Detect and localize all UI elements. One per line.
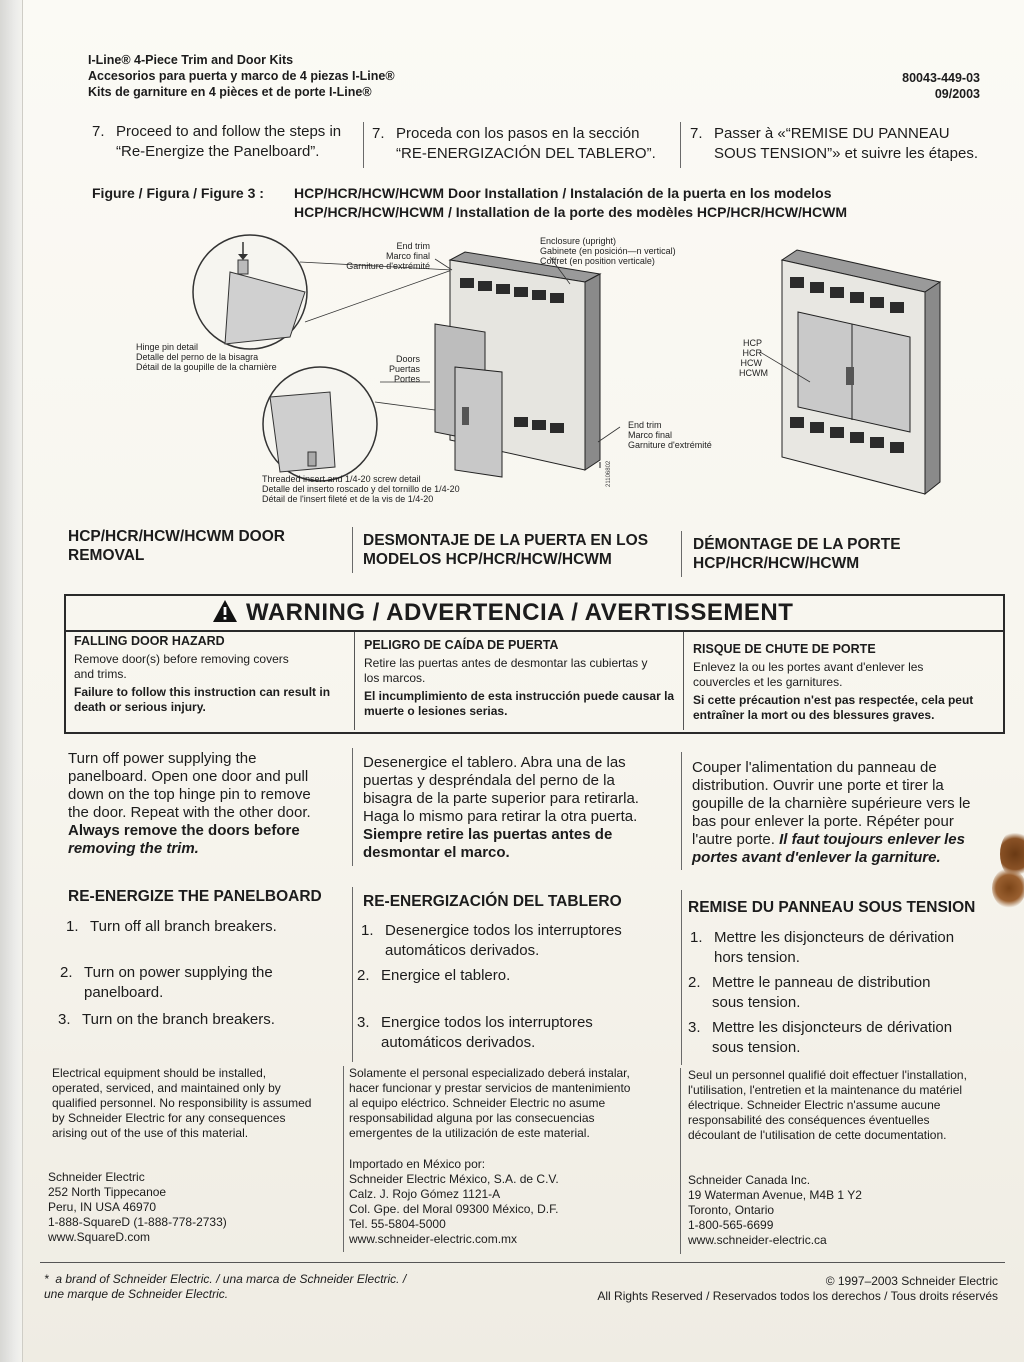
warning-title-bar	[66, 596, 1003, 632]
step-text: Energice el tablero.	[381, 967, 511, 984]
label-end-trim-bottom-es: Marco final	[628, 430, 673, 440]
address-line: 252 North Tippecanoe	[48, 1185, 167, 1199]
removal-es-line1: DESMONTAJE DE LA PUERTA EN LOS	[363, 532, 649, 549]
label-enclosure-en: Enclosure (upright)	[540, 236, 617, 246]
removal-en-line1: HCP/HCR/HCW/HCWM DOOR	[68, 528, 285, 545]
procedure-fr-bold2: portes avant d'enlever la garniture.	[692, 849, 941, 866]
procedure-en-line2: panelboard. Open one door and pull	[68, 768, 309, 785]
column-divider	[680, 1068, 681, 1254]
step-text: sous tension.	[712, 1039, 801, 1056]
brand-line2: une marque de Schneider Electric.	[44, 1287, 229, 1301]
step-text: automáticos derivados.	[385, 942, 540, 959]
label-model-hcwm: HCWM	[739, 368, 768, 378]
step-number: 7.	[690, 125, 703, 142]
header-doc-info	[902, 70, 980, 102]
reenergize-en-step1	[66, 917, 346, 937]
procedure-en-line1: Turn off power supplying the	[68, 750, 257, 767]
address-line: 19 Waterman Avenue, M4B 1 Y2	[688, 1188, 862, 1202]
warning-es-text1: Retire las puertas antes de desmontar las cubiertas y	[364, 656, 648, 670]
step-text: Desenergice todos los interruptores	[385, 922, 622, 939]
removal-es-line2: MODELOS HCP/HCR/HCW/HCWM	[363, 551, 612, 568]
step-number: 2.	[60, 964, 73, 981]
disclaimer-line: responsabilidad alguna por las consecuencias	[349, 1111, 595, 1125]
procedure-en	[68, 750, 348, 858]
step-number: 3.	[357, 1014, 370, 1031]
title-fr: Kits de garniture en 4 pièces et de porte I-Line®	[88, 85, 372, 99]
step-number: 3.	[688, 1019, 701, 1036]
column-divider	[681, 531, 682, 577]
copyright	[597, 1274, 998, 1304]
figure-code: 21106802	[606, 460, 612, 487]
figure-caption-line1: HCP/HCR/HCW/HCWM Door Installation / Instalación de la puerta en los modelos	[294, 185, 832, 201]
step-number: 1.	[66, 918, 79, 935]
procedure-es-line2: puertas y despréndala del perno de la	[363, 772, 615, 789]
warning-title	[212, 599, 793, 627]
warning-en-bold1: Failure to follow this instruction can result in	[74, 685, 331, 699]
reenergize-es-step3	[357, 1013, 667, 1053]
disclaimer-line: by Schneider Electric for any consequences	[52, 1111, 286, 1125]
title-en: I-Line® 4-Piece Trim and Door Kits	[88, 53, 294, 67]
step-text: Mettre le panneau de distribution	[712, 974, 931, 991]
reenergize-fr-step3	[688, 1018, 993, 1058]
column-divider	[354, 632, 355, 730]
warning-es-bold1: El incumplimiento de esta instrucción puede causar la	[364, 689, 675, 703]
disclaimer-line: arising out of the use of this material.	[52, 1126, 249, 1140]
disclaimer-line: al equipo eléctrico. Schneider Electric no asume	[349, 1096, 606, 1110]
procedure-es-bold2: desmontar el marco.	[363, 844, 510, 861]
address-line: Toronto, Ontario	[688, 1203, 775, 1217]
figure-caption-prefix: Figure / Figura / Figure 3 :	[92, 185, 264, 201]
step7-en	[92, 122, 362, 162]
brand-note	[44, 1272, 406, 1302]
step-text: Mettre les disjoncteurs de dérivation	[712, 1019, 953, 1036]
reenergize-es-step2	[357, 966, 667, 986]
address-en	[48, 1170, 338, 1245]
header-titles	[88, 52, 395, 100]
figure-caption	[294, 184, 847, 222]
reenergize-es-step1	[361, 921, 671, 961]
disclaimer-line: l'utilisation, l'entretien et la maintenance du matériel	[688, 1083, 963, 1097]
reenergize-title-en: RE-ENERGIZE THE PANELBOARD	[68, 888, 322, 905]
procedure-en-line4: the door. Repeat with the other door.	[68, 804, 311, 821]
label-end-trim-top-fr: Garniture d'extrémité	[346, 261, 430, 271]
procedure-es-line4: Haga lo mismo para retirar la otra puerta.	[363, 808, 638, 825]
enclosure-illustration	[435, 252, 600, 477]
threaded-insert-detail-illustration	[263, 367, 450, 481]
procedure-es	[363, 754, 673, 862]
disclaimer-line: operated, serviced, and maintained only by	[52, 1081, 281, 1095]
address-line: Tel. 55-5804-5000	[349, 1217, 446, 1231]
figure-door-installation	[130, 232, 1010, 512]
hazard-label-en: FALLING DOOR HAZARD	[74, 634, 225, 648]
warning-fr-text1: Enlevez la ou les portes avant d'enlever les	[693, 660, 924, 674]
step7-fr	[690, 124, 990, 164]
step-text: hors tension.	[714, 949, 800, 966]
reenergize-en-step3	[58, 1010, 343, 1030]
step-text: automáticos derivados.	[381, 1034, 536, 1051]
removal-en-line2: REMOVAL	[68, 547, 145, 564]
disclaimer-line: responsabilité des conséquences éventuelles	[688, 1113, 930, 1127]
procedure-es-line3: bisagra de la parte superior para retirarla.	[363, 790, 639, 807]
reenergize-fr-step1	[690, 928, 995, 968]
step-number: 7.	[372, 125, 385, 142]
step-text: Turn on power supplying the	[84, 964, 273, 981]
title-es: Accesorios para puerta y marco de 4 piezas I-Line®	[88, 69, 395, 83]
label-end-trim-bottom-en: End trim	[628, 420, 662, 430]
step7-es-line1: Proceda con los pasos en la sección	[396, 125, 640, 142]
website-link[interactable]: www.schneider-electric.com.mx	[349, 1232, 518, 1246]
column-divider	[681, 752, 682, 870]
procedure-fr	[692, 759, 997, 867]
label-enclosure-fr: Coffret (en position verticale)	[540, 256, 655, 266]
procedure-fr-bold1: Il faut toujours enlever les	[779, 831, 965, 848]
step-text: Energice todos los interruptores	[381, 1014, 593, 1031]
step7-es-line2: “RE-ENERGIZACIÓN DEL TABLERO”.	[396, 145, 656, 162]
warning-fr-bold1: Si cette précaution n'est pas respectée, cela peut	[693, 693, 974, 707]
label-doors-en: Doors	[395, 354, 420, 364]
column-divider	[352, 887, 353, 1062]
address-line: 1-800-565-6699	[688, 1218, 774, 1232]
label-doors-fr: Portes	[393, 374, 420, 384]
warning-en	[74, 634, 352, 715]
procedure-fr-line4: bas pour enlever la porte. Répéter pour	[692, 813, 954, 830]
removal-fr-line1: DÉMONTAGE DE LA PORTE	[693, 536, 901, 553]
label-threaded-en: Threaded insert and 1/4-20 screw detail	[262, 474, 421, 484]
doc-number: 80043-449-03	[902, 71, 980, 85]
column-divider	[343, 1066, 344, 1252]
label-end-trim-bottom-fr: Garniture d'extrémité	[628, 440, 712, 450]
doc-date: 09/2003	[934, 87, 980, 101]
address-line: Col. Gpe. del Moral 09300 México, D.F.	[349, 1202, 559, 1216]
disclaimer-line: hacer funcionar y prestar servicios de mantenimiento	[349, 1081, 631, 1095]
label-end-trim-top-es: Marco final	[385, 251, 430, 261]
step-number: 2.	[357, 967, 370, 984]
brand-line1: a brand of Schneider Electric. / una marca de Schneider Electric. /	[55, 1272, 407, 1286]
address-line: Importado en México por:	[349, 1157, 486, 1171]
copyright-line: © 1997–2003 Schneider Electric	[825, 1274, 998, 1288]
warning-box	[64, 594, 1005, 734]
step-number: 2.	[688, 974, 701, 991]
disclaimer-line: électrique. Schneider Electric n'assume aucune	[688, 1098, 941, 1112]
procedure-en-bold1: Always remove the doors before	[68, 822, 300, 839]
hazard-label-es: PELIGRO DE CAÍDA DE PUERTA	[364, 638, 559, 652]
warning-fr-text2: couvercles et les garnitures.	[693, 675, 843, 689]
step7-es	[372, 124, 672, 164]
paper-stain	[992, 868, 1024, 908]
address-fr	[688, 1173, 1003, 1248]
label-hinge-en: Hinge pin detail	[136, 342, 199, 352]
disclaimer-line: Electrical equipment should be installed,	[52, 1066, 267, 1080]
label-model-hcw: HCW	[740, 358, 762, 368]
column-divider	[680, 122, 681, 168]
procedure-es-line1: Desenergice el tablero. Abra una de las	[363, 754, 626, 771]
label-enclosure-es: Gabinete (en posición—n vertical)	[540, 246, 676, 256]
label-threaded-fr: Détail de l'insert fileté et de la vis de 1/4-20	[262, 494, 434, 504]
rights-line: All Rights Reserved / Reservados todos los derechos / Tous droits réservés	[597, 1289, 998, 1303]
step-text: Turn on the branch breakers.	[82, 1011, 275, 1028]
disclaimer-en	[52, 1066, 342, 1141]
address-line: Schneider Electric	[48, 1170, 145, 1184]
reenergize-title-fr: REMISE DU PANNEAU SOUS TENSION	[688, 899, 976, 916]
label-model-hcr: HCR	[742, 348, 762, 358]
disclaimer-line: découlant de l'utilisation de cette documentation.	[688, 1128, 947, 1142]
removal-heading-es	[363, 531, 648, 569]
reenergize-en-step2	[60, 963, 345, 1003]
warning-es-bold2: muerte o lesiones serias.	[364, 704, 508, 718]
disclaimer-line: Seul un personnel qualifié doit effectuer l'installation,	[688, 1068, 967, 1082]
warning-triangle-icon	[212, 599, 238, 623]
procedure-es-bold1: Siempre retire las puertas antes de	[363, 826, 613, 843]
disclaimer-fr	[688, 1068, 1003, 1143]
label-threaded-es: Detalle del inserto roscado y del tornillo de 1/4-20	[262, 484, 460, 494]
step-number: 3.	[58, 1011, 71, 1028]
footer-rule	[40, 1262, 1005, 1263]
step-text: Turn off all branch breakers.	[90, 918, 277, 935]
column-divider	[352, 527, 353, 573]
hazard-label-fr: RISQUE DE CHUTE DE PORTE	[693, 642, 876, 656]
step-number: 7.	[92, 123, 105, 140]
warning-fr	[693, 642, 998, 723]
brand-asterisk: *	[44, 1272, 49, 1286]
step-text: panelboard.	[84, 984, 164, 1001]
address-es	[349, 1157, 669, 1247]
disclaimer-line: Solamente el personal especializado deberá instalar,	[349, 1066, 630, 1080]
installed-enclosure-illustration	[782, 250, 940, 494]
warning-es	[364, 638, 679, 719]
step7-fr-line2: SOUS TENSION”» et suivre les étapes.	[714, 145, 978, 162]
step7-en-line2: “Re-Energize the Panelboard”.	[116, 143, 320, 160]
step-text: sous tension.	[712, 994, 801, 1011]
column-divider	[363, 122, 364, 168]
step7-fr-line1: Passer à «“REMISE DU PANNEAU	[714, 125, 950, 142]
tape-strip	[0, 0, 23, 1362]
procedure-en-bold2: removing the trim.	[68, 840, 199, 857]
step-number: 1.	[361, 922, 374, 939]
warning-fr-bold2: entraîner la mort ou des blessures graves.	[693, 708, 935, 722]
address-line: Schneider Electric México, S.A. de C.V.	[349, 1172, 559, 1186]
procedure-fr-line1: Couper l'alimentation du panneau de	[692, 759, 937, 776]
reenergize-title-es: RE-ENERGIZACIÓN DEL TABLERO	[363, 893, 622, 910]
removal-fr-line2: HCP/HCR/HCW/HCWM	[693, 555, 860, 572]
warning-en-bold2: death or serious injury.	[74, 700, 206, 714]
address-line: Peru, IN USA 46970	[48, 1200, 157, 1214]
warning-title-text: WARNING / ADVERTENCIA / AVERTISSEMENT	[246, 599, 794, 626]
address-line: Schneider Canada Inc.	[688, 1173, 811, 1187]
disclaimer-es	[349, 1066, 669, 1141]
website-link[interactable]: www.SquareD.com	[48, 1230, 151, 1244]
procedure-fr-line5: l'autre porte.	[692, 831, 775, 848]
label-hinge-es: Detalle del perno de la bisagra	[136, 352, 259, 362]
step7-en-line1: Proceed to and follow the steps in	[116, 123, 342, 140]
column-divider	[681, 890, 682, 1065]
figure-caption-line2: HCP/HCR/HCW/HCWM / Installation de la porte des modèles HCP/HCR/HCW/HCWM	[294, 204, 848, 220]
label-model-hcp: HCP	[742, 338, 762, 348]
warning-en-text2: and trims.	[74, 667, 127, 681]
disclaimer-line: emergentes de la utilización de este material.	[349, 1126, 590, 1140]
step-number: 1.	[690, 929, 703, 946]
removal-heading-en	[68, 527, 285, 565]
column-divider	[352, 748, 353, 866]
website-link[interactable]: www.schneider-electric.ca	[688, 1233, 827, 1247]
warning-es-text2: los marcos.	[364, 671, 426, 685]
address-line: Calz. J. Rojo Gómez 1121-A	[349, 1187, 501, 1201]
label-doors-es: Puertas	[388, 364, 420, 374]
warning-en-text1: Remove door(s) before removing covers	[74, 652, 289, 666]
label-hinge-fr: Détail de la goupille de la charnière	[136, 362, 277, 372]
reenergize-fr-step2	[688, 973, 993, 1013]
procedure-fr-line3: goupille de la charnière supérieure vers le	[692, 795, 971, 812]
procedure-en-line3: down on the top hinge pin to remove	[68, 786, 311, 803]
removal-heading-fr	[693, 535, 901, 573]
address-line: 1-888-SquareD (1-888-778-2733)	[48, 1215, 227, 1229]
step-text: Mettre les disjoncteurs de dérivation	[714, 929, 955, 946]
column-divider	[683, 632, 684, 730]
label-end-trim-top-en: End trim	[396, 241, 430, 251]
disclaimer-line: qualified personnel. No responsibility is assumed	[52, 1096, 312, 1110]
procedure-fr-line2: distribution. Ouvrir une porte et tirer la	[692, 777, 944, 794]
